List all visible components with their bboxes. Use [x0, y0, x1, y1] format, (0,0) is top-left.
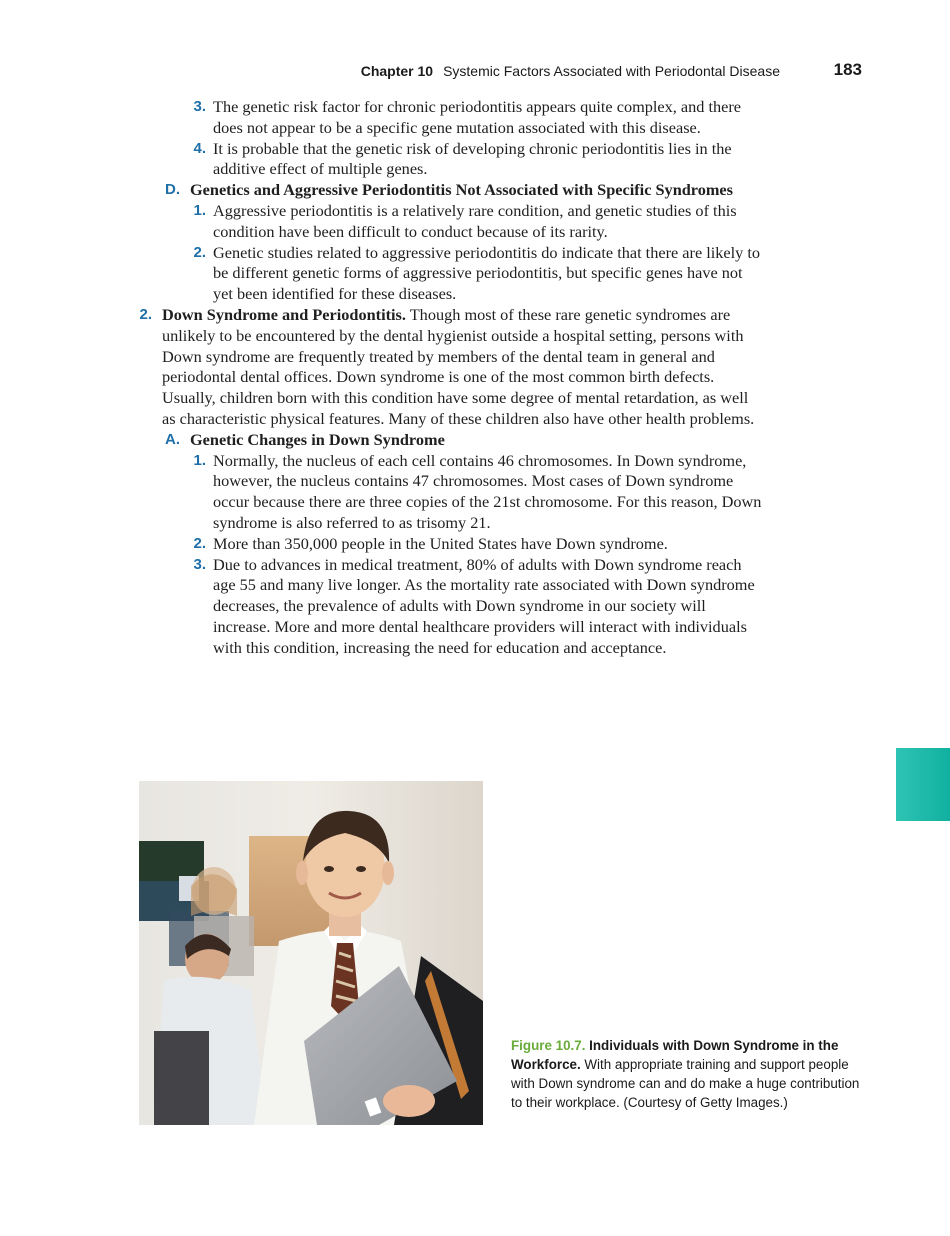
item-number: 2.	[193, 534, 206, 552]
office-worker-photo	[139, 781, 483, 1125]
item-number: 3.	[193, 555, 206, 573]
chapter-heading	[361, 63, 780, 79]
list-item	[0, 139, 950, 181]
section-paragraph	[0, 305, 950, 430]
chapter-tab	[896, 748, 950, 821]
list-item	[0, 97, 950, 139]
item-number: 1.	[193, 451, 206, 469]
list-item	[0, 451, 950, 534]
figure-caption	[511, 1036, 866, 1112]
figure-text: With appropriate training and support people with Down syndrome can and do make a huge contribution to their workplace. (Courtesy of Getty Images.)	[511, 1057, 860, 1110]
figure-photo	[139, 781, 483, 1125]
figure-title: Individuals with Down Syndrome in the Workforce.	[511, 1038, 839, 1072]
item-number: 4.	[193, 139, 206, 157]
item-text: The genetic risk factor for chronic periodontitis appears quite complex, and there does not appear to be a specific gene mutation associated with this disease.	[213, 97, 742, 137]
subsection-heading	[0, 180, 950, 201]
item-text: Normally, the nucleus of each cell contains 46 chromosomes. In Down syndrome, however, the nucleus contains 47 chromosomes. Most cases of Down syndrome occur because there are three copies of the 21st chromosome. For this reason, Down syndrome is also referred to as trisomy 21.	[213, 450, 762, 532]
section-title: Down Syndrome and Periodontitis.	[162, 304, 406, 324]
item-number: 2.	[193, 243, 206, 261]
chapter-title: Systemic Factors Associated with Periodontal Disease	[443, 63, 780, 79]
item-number: 1.	[193, 201, 206, 219]
figure-label: Figure 10.7.	[511, 1038, 586, 1053]
item-number: 3.	[193, 98, 206, 115]
item-text: More than 350,000 people in the United States have Down syndrome.	[213, 533, 668, 553]
item-text: It is probable that the genetic risk of developing chronic periodontitis lies in the additive effect of multiple genes.	[213, 138, 732, 179]
section-number: 2.	[139, 305, 152, 323]
section-body: Though most of these rare genetic syndromes are unlikely to be encountered by the dental hygienist outside a hospital setting, persons with Down syndrome are frequently treated by members of the dental team in general and periodontal dental offices. Down syndrome is one of the most common birth defects. Usually, children born with this condition have some degree of mental retardation, as well as characteristic physical features. Many of these children also have other health problems.	[162, 304, 755, 428]
item-text: Aggressive periodontitis is a relatively rare condition, and genetic studies of this condition have been difficult to conduct because of its rarity.	[213, 200, 737, 241]
list-item	[0, 534, 950, 555]
page-number: 183	[833, 60, 862, 79]
subsection-title: Genetics and Aggressive Periodontitis Not Associated with Specific Syndromes	[190, 180, 733, 200]
section-text	[0, 305, 762, 430]
list-item	[0, 201, 950, 243]
section-letter: D.	[165, 181, 180, 199]
item-text: Genetic studies related to aggressive periodontitis do indicate that there are likely to be different genetic forms of aggressive periodontitis, but specific genes have not yet been identified for these diseases.	[213, 242, 761, 304]
running-header	[0, 60, 950, 84]
section-letter: A.	[165, 430, 180, 448]
chapter-label: Chapter 10	[360, 63, 434, 79]
list-item	[0, 555, 950, 659]
item-text: Due to advances in medical treatment, 80% of adults with Down syndrome reach age 55 and many live longer. As the mortality rate associated with Down syndrome decreases, the prevalence of adults with Down syndrome in our society will increase. More and more dental healthcare providers will interact with individuals with this condition, increasing the need for education and acceptance.	[213, 554, 755, 657]
subsection-title: Genetic Changes in Down Syndrome	[190, 429, 445, 449]
page-body	[0, 97, 950, 659]
subsection-heading	[0, 430, 950, 451]
list-item	[0, 243, 950, 305]
